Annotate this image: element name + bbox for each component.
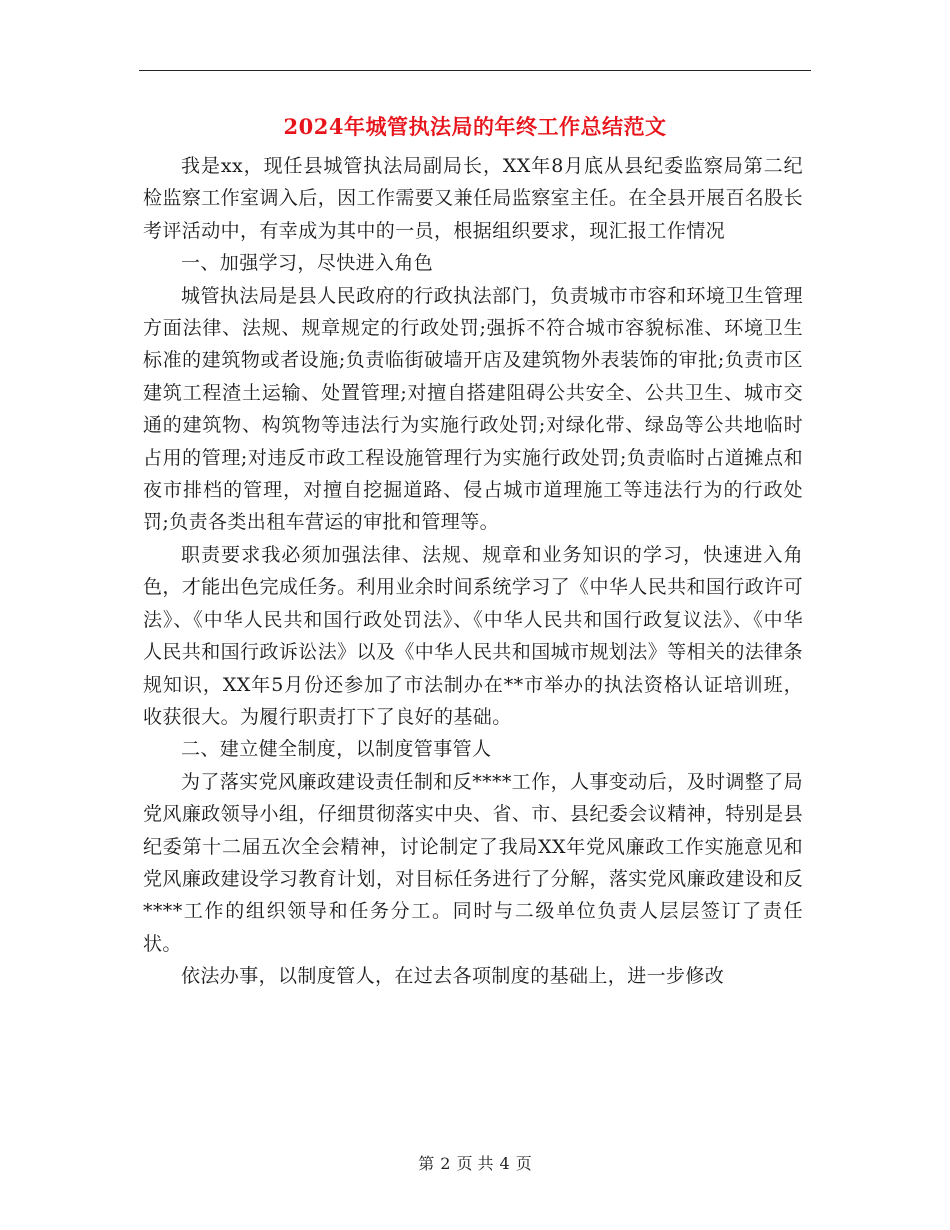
section-heading-2: 二、建立健全制度，以制度管事管人 — [181, 738, 492, 761]
footer-total-pages: 4 — [499, 1154, 510, 1173]
footer-middle: 页 共 — [456, 1154, 494, 1173]
section-heading-1: 一、加强学习，尽快进入角色 — [181, 252, 434, 275]
paragraph-rules: 依法办事，以制度管人，在过去各项制度的基础上，进一步修改 — [181, 965, 725, 988]
footer-prefix: 第 — [418, 1154, 435, 1173]
document-body — [143, 150, 803, 993]
paragraph-duties: 城管执法局是县人民政府的行政执法部门，负责城市市容和环境卫生管理方面法律、法规、规章规定的行政处罚;强拆不符合城市容貌标准、环境卫生标准的建筑物或者设施;负责临街破墙开店及建筑物外表装饰的审批;负责市区建筑工程渣土运输、处置管理;对擅自搭建阻碍公共安全、公共卫生、城市交通的建筑物、构筑物等违法行为实施行政处罚;对绿化带、绿岛等公共地临时占用的管理;对违反市政工程设施管理行为实施行政处罚;负责临时占道摊点和夜市排档的管理，对擅自挖掘道路、侵占城市道理施工等违法行为的行政处罚;负责各类出租车营运的审批和管理等。 — [143, 284, 803, 534]
paragraph-study: 职责要求我必须加强法律、法规、规章和业务知识的学习，快速进入角色，才能出色完成任务。利用业余时间系统学习了《中华人民共和国行政许可法》、《中华人民共和国行政处罚法》、《中华人民共和国行政复议法》、《中华人民共和国行政诉讼法》以及《中华人民共和国城市规划法》等相关的法律条规知识，XX年5月份还参加了市法制办在**市举办的执法资格认证培训班，收获很大。为履行职责打下了良好的基础。 — [143, 543, 803, 728]
paragraph-responsibility: 为了落实党风廉政建设责任制和反****工作，人事变动后，及时调整了局党风廉政领导小组，仔细贯彻落实中央、省、市、县纪委会议精神，特别是县纪委第十二届五次全会精神，讨论制定了我局XX年党风廉政工作实施意见和党风廉政建设学习教育计划，对目标任务进行了分解，落实党风廉政建设和反****工作的组织领导和任务分工。同时与二级单位负责人层层签订了责任状。 — [143, 770, 803, 955]
header-rule — [139, 70, 811, 71]
intro-paragraph: 我是xx，现任县城管执法局副局长，XX年8月底从县纪委监察局第二纪检监察工作室调入后，因工作需要又兼任局监察室主任。在全县开展百名股长考评活动中，有幸成为其中的一员，根据组织要求，现汇报工作情况 — [143, 155, 803, 242]
document-title: 2024年城管执法局的年终工作总结范文 — [283, 114, 667, 139]
page-footer — [0, 1154, 950, 1174]
footer-suffix: 页 — [515, 1154, 532, 1173]
footer-current-page: 2 — [440, 1154, 451, 1173]
